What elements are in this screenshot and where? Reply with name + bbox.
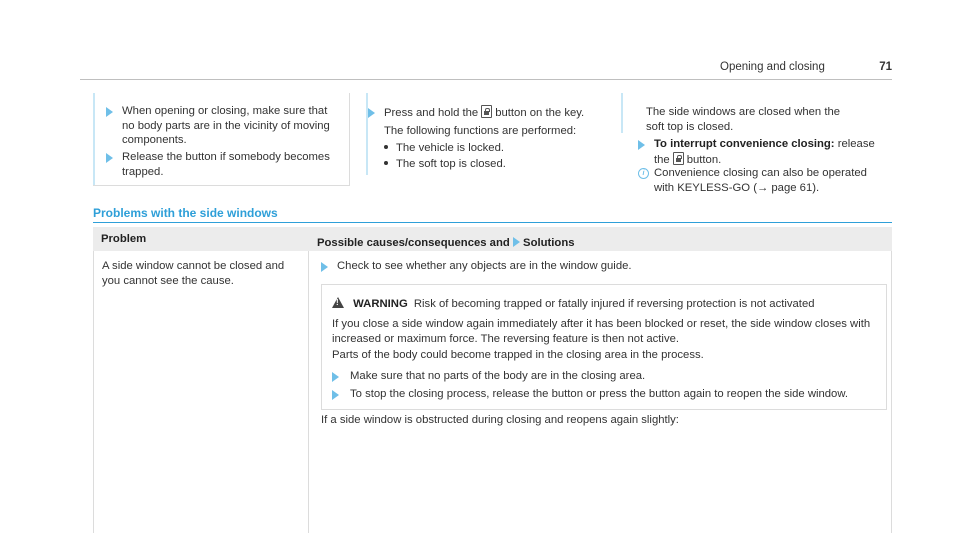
column-divider xyxy=(308,251,309,533)
problem-cell: A side window cannot be closed and you cannot see the cause. xyxy=(102,260,285,287)
warning-paragraph-2: Parts of the body could become trapped in the closing area in the process. xyxy=(332,349,704,361)
obstructed-note: If a side window is obstructed during closing and reopens again slightly: xyxy=(321,414,679,426)
problem-header: Problem xyxy=(101,233,147,245)
safety-step-2: Release the button if somebody becomes trapped. xyxy=(106,150,331,179)
list-item: The soft top is closed. xyxy=(384,157,624,173)
table-body xyxy=(93,251,892,533)
page-number: 71 xyxy=(879,61,892,73)
check-step: Check to see whether any objects are in the window guide. xyxy=(321,259,881,274)
warning-step-1: Make sure that no parts of the body are in the closing area. xyxy=(332,369,880,384)
step-arrow-icon xyxy=(368,108,375,118)
header-rule xyxy=(80,79,892,80)
info-note: i Convenience closing can also be operated with KEYLESS-GO (→ page 61). xyxy=(638,166,888,195)
warning-box xyxy=(321,284,887,410)
lock-key-icon xyxy=(673,152,684,165)
solution-arrow-icon xyxy=(513,237,520,247)
interrupt-step: To interrupt convenience closing: release the button. xyxy=(638,137,888,167)
info-icon: i xyxy=(638,168,649,179)
safety-step-1: When opening or closing, make sure that no body parts are in the vicinity of moving components. xyxy=(106,104,331,148)
step-arrow-icon xyxy=(106,153,113,163)
press-hold-step: Press and hold the button on the key. xyxy=(368,105,618,121)
step-arrow-icon xyxy=(638,140,645,150)
page-header xyxy=(720,60,892,76)
step-arrow-icon xyxy=(332,390,339,400)
step-arrow-icon xyxy=(321,262,328,272)
functions-list xyxy=(384,141,624,173)
warning-icon xyxy=(332,297,344,308)
warning-paragraph-1: If you close a side window again immediately after it has been blocked or reset, the side window closes with increased or maximum force. The reversing feature is then not active. xyxy=(332,318,871,345)
functions-intro: The following functions are performed: xyxy=(384,125,577,137)
step-arrow-icon xyxy=(106,107,113,117)
section-title: Problems with the side windows xyxy=(93,206,278,220)
causes-header: Possible causes/consequences and Solutions xyxy=(317,237,575,249)
table-header xyxy=(93,227,892,251)
step-arrow-icon xyxy=(332,372,339,382)
warning-label: WARNING xyxy=(353,298,408,310)
warning-step-2: To stop the closing process, release the button or press the button again to reopen the side window. xyxy=(332,387,880,402)
section-rule xyxy=(93,222,892,223)
section-name: Opening and closing xyxy=(720,61,825,73)
lock-key-icon xyxy=(481,105,492,118)
list-item: The vehicle is locked. xyxy=(384,141,624,157)
warning-text: Risk of becoming trapped or fatally injured if reversing protection is not activated xyxy=(413,298,815,310)
safety-box xyxy=(93,93,350,186)
closed-note: The side windows are closed when the soft top is closed. xyxy=(646,106,841,133)
